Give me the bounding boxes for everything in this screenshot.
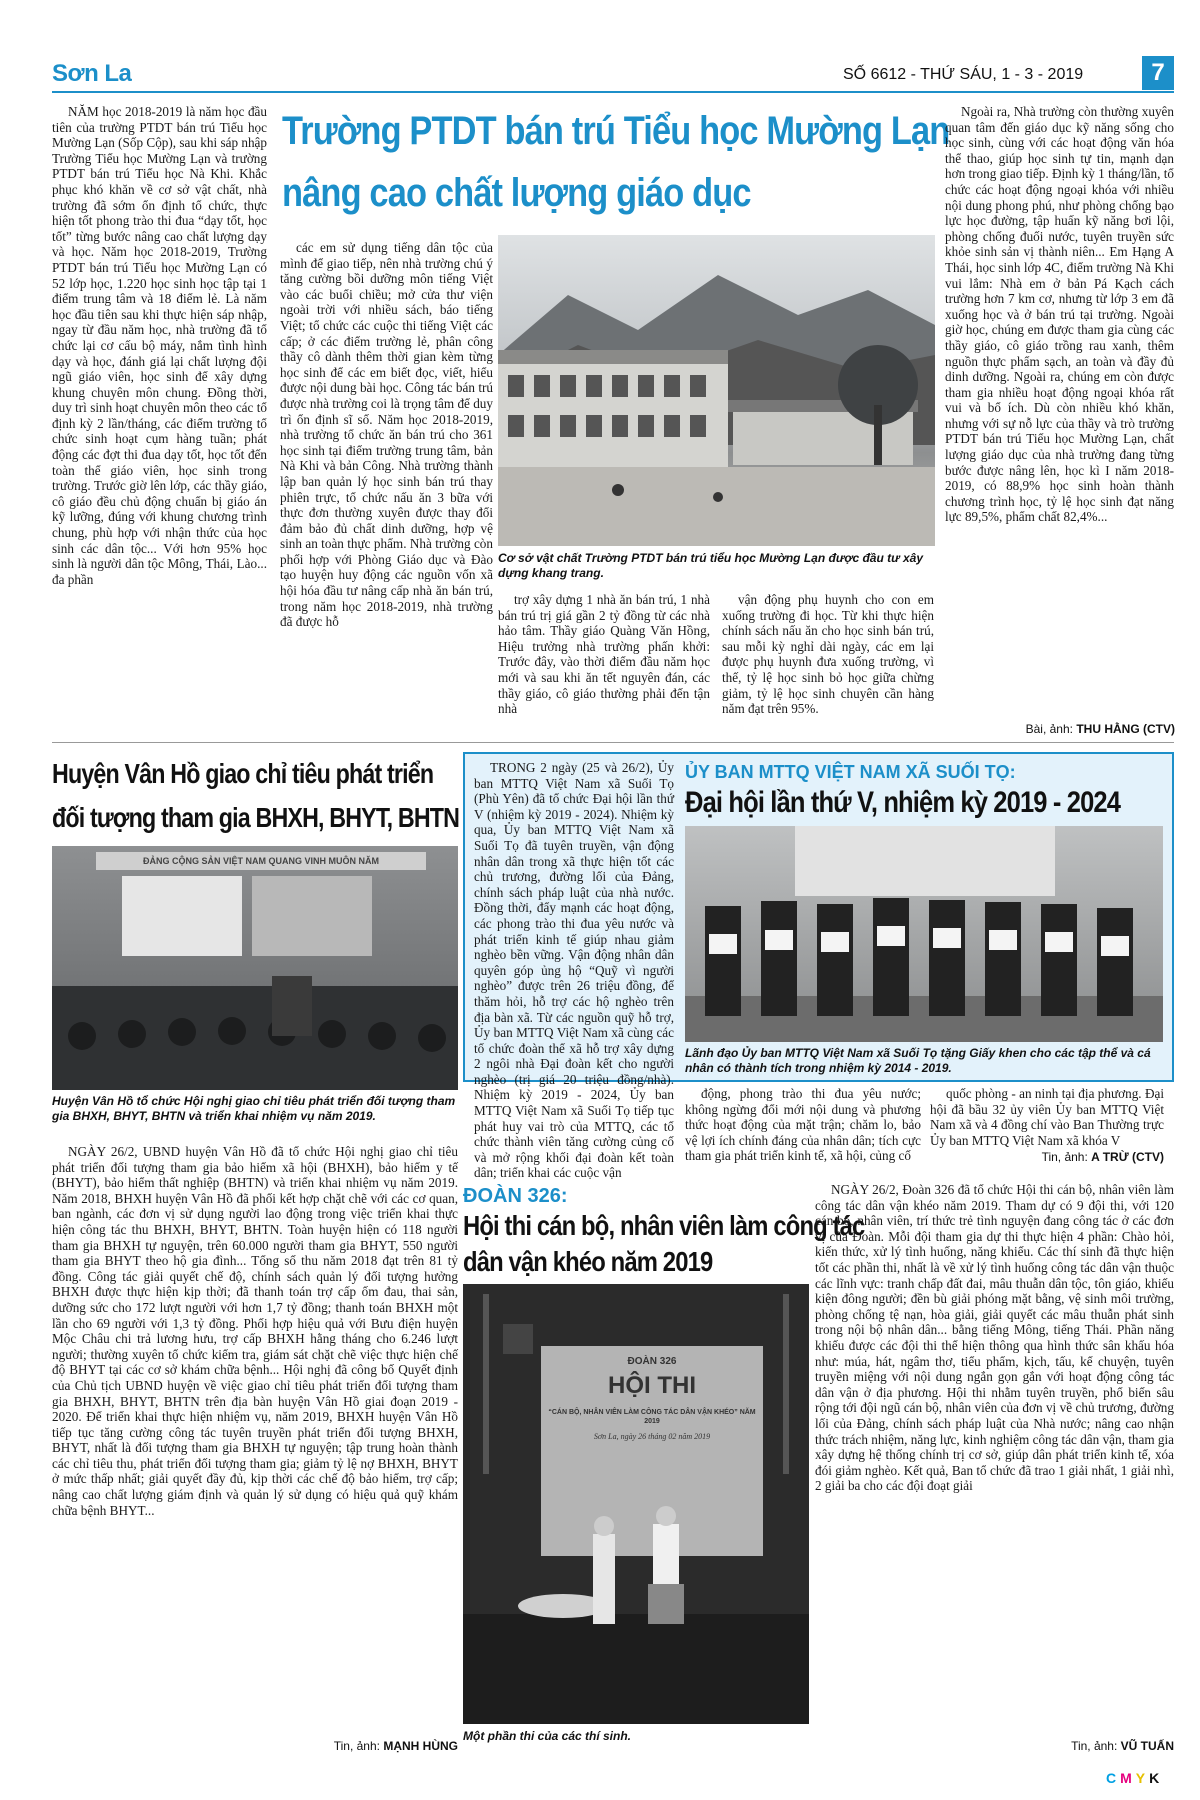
- conference-banner: ĐẢNG CỘNG SẢN VIỆT NAM QUANG VINH MUÔN NĂM: [96, 852, 426, 870]
- issue-info: SỐ 6612 - THỨ SÁU, 1 - 3 - 2019: [843, 66, 1084, 83]
- contest-banner-title: HỘI THI: [608, 1372, 696, 1399]
- article4-body: NGÀY 26/2, Đoàn 326 đã tổ chức Hội thi cán bộ, nhân viên làm công tác dân vận khéo năm 2019. Tham dự có 9 đội thi, với 120 cán bộ, nhân viên, trí thức trẻ tình nguyện đang công tác ở các đơn vị của Đoàn. Mỗi đội tham gia dự thi thực hiện 4 phần: Chào hỏi, kiến thức, xử lý tình huống, năng khiếu. Các thí sinh đã thực hiện tốt các phần thi, nhất là về xử lý tình huống công tác dân vận thuộc các lĩnh vực: tranh chấp đất đai, mâu thuẫn dân tộc, tôn giáo, khiếu kiện đông người; đền bù giải phóng mặt bằng, vệ sinh môi trường, phòng chống tệ nạn, hòa giải, giải quyết các mâu thuẫn phát sinh trong nội bộ nhân dân... bằng tiếng Mông, tiếng Thái. Phần năng khiếu được các đội thi thể hiện thông qua hình thức sân khấu hóa như: múa, hát, ngâm thơ, tiểu phẩm, kịch, tấu, kể chuyện, tuyên truyền miệng với nội dung ngắn gọn gắn với hoạt động công tác dân vận ở địa phương. Hội thi nhằm tuyên truyền, phổ biến sâu rộng tới đội ngũ cán bộ, nhân viên của đơn vị về chủ trương, đường lối của Đảng, chính sách pháp luật của Nhà nước; nâng cao nhận thức trách nhiệm, năng lực, kinh nghiệm công tác dân vận, tham gia xây dựng hệ thống chính trị cơ sở, giúp dân phát triển kinh tế, xóa đói giảm nghèo. Kết quả, Ban tổ chức đã trao 1 giải nhất, 1 giải nhì, 2 giải ba cho các đội đoạt giải: [815, 1182, 1174, 1494]
- header-rule: [52, 91, 1174, 93]
- cmyk-c: C: [1106, 1770, 1121, 1786]
- cmyk-y: Y: [1135, 1770, 1150, 1786]
- article3-credit: Tin, ảnh: A TRỪ (CTV): [1041, 1150, 1164, 1164]
- article3-col1: TRONG 2 ngày (25 và 26/2), Ủy ban MTTQ Việt Nam xã Suối Tọ (Phù Yên) đã tổ chức Đại hội lần thứ V (nhiệm kỳ 2019 - 2024). Nhiệm kỳ qua, Ủy ban MTTQ Việt Nam xã Suối Tọ đã tuyên truyền, vận động nhân dân trong xã thực hiện tốt các chủ trương, đường lối của Đảng, chính sách pháp luật của nhà nước. Đồng thời, đẩy mạnh các hoạt động, các phong trào thi đua yêu nước và phát triển kinh tế giúp nhau giảm nghèo bền vững. Vận động nhân dân quyên góp ủng hộ “Quỹ vì người nghèo” được trên 26 triệu đồng, để thăm hỏi, hỗ trợ các hộ nghèo trên địa bàn xã. Từ các nguồn quỹ hỗ trợ, Ủy ban MTTQ Việt Nam xã cùng các tổ chức đoàn thể xã hỗ trợ xây dựng 2 ngôi nhà Đại đoàn kết cho người nghèo (trị giá 20 triệu đồng/nhà). Nhiệm kỳ 2019 - 2024, Ủy ban MTTQ Việt Nam xã Suối Tọ tiếp tục phát huy vai trò của MTTQ, các tổ chức thành viên tăng cường củng cố và mở rộng khối đại đoàn kết toàn dân; triển khai các cuộc vận: [474, 760, 674, 1181]
- article1-caption: Cơ sở vật chất Trường PTDT bán trú tiểu học Mường Lạn được đầu tư xây dựng khang trang.: [498, 551, 924, 580]
- article2-title-line2: đối tượng tham gia BHXH, BHYT, BHTN: [52, 802, 460, 833]
- article2-caption: Huyện Vân Hồ tổ chức Hội nghị giao chỉ tiêu phát triển đối tượng tham gia BHXH, BHYT, BHTN và triển khai nhiệm vụ năm 2019.: [52, 1094, 456, 1123]
- school-photo: [498, 235, 935, 546]
- article1-title-line1: Trường PTDT bán trú Tiểu học Mường Lạn: [282, 109, 950, 153]
- article1-col4: vận động phụ huynh cho con em xuống trường đi học. Từ khi thực hiện chính sách nấu ăn cho học sinh bán trú, sau mỗi kỳ nghỉ dài ngày, các em lại được phụ huynh đưa xuống trường, vì thế, tỷ lệ học sinh bỏ học giữa chừng giảm, tỷ lệ học sinh chuyên cần hàng năm đạt trên 95%.: [722, 592, 934, 717]
- article3-col2: động, phong trào thi đua yêu nước; không ngừng đổi mới nội dung và phương thức hoạt động của mặt trận; chăm lo, bảo vệ lợi ích chính đáng của nhân dân; tích cực tham gia phát triển kinh tế, xã hội, củng cố: [685, 1086, 921, 1164]
- article2-headline: [52, 752, 460, 840]
- section-name: Sơn La: [52, 60, 132, 87]
- contest-banner-subtitle: “CÁN BỘ, NHÂN VIÊN LÀM CÔNG TÁC DÂN VẬN KHÉO” NĂM 2019: [548, 1409, 756, 1425]
- mid-rule: [52, 742, 1174, 743]
- article1-credit: Bài, ảnh: THU HẰNG (CTV): [1025, 722, 1175, 736]
- article4-title-line1: Hội thi cán bộ, nhân viên làm công tác: [463, 1210, 865, 1241]
- article3-caption: Lãnh đạo Ủy ban MTTQ Việt Nam xã Suối Tọ tặng Giấy khen cho các tập thể và cá nhân có thành tích trong nhiệm kỳ 2014 - 2019.: [685, 1046, 1151, 1075]
- article3-kicker: ỦY BAN MTTQ VIỆT NAM XÃ SUỐI TỌ:: [685, 762, 1016, 782]
- cmyk-marks: [1106, 1770, 1163, 1786]
- article1-col3: trợ xây dựng 1 nhà ăn bán trú, 1 nhà bán trú trị giá gần 2 tỷ đồng từ các nhà hảo tâm. Thầy giáo Quàng Văn Hồng, Hiệu trưởng nhà trường phấn khởi: Trước đây, vào thời điểm đầu năm học mới và sau khi ăn tết nguyên đán, các thầy giáo, cô giáo thường phải đến tận nhà: [498, 592, 710, 717]
- article1-headline: [282, 100, 950, 224]
- article3-title: Đại hội lần thứ V, nhiệm kỳ 2019 - 2024: [685, 786, 1121, 819]
- contest-banner-org: ĐOÀN 326: [627, 1356, 677, 1367]
- cmyk-k: K: [1149, 1770, 1164, 1786]
- contest-banner-date: Sơn La, ngày 26 tháng 02 năm 2019: [593, 1432, 711, 1441]
- article4-headline: [463, 1208, 865, 1280]
- article1-title-line2: nâng cao chất lượng giáo dục: [282, 171, 751, 215]
- article2-credit: Tin, ảnh: MẠNH HÙNG: [333, 1739, 458, 1753]
- article4-title-line2: dân vận khéo năm 2019: [463, 1246, 713, 1277]
- article4-caption: Một phần thi của các thí sinh.: [463, 1729, 632, 1743]
- article2-body: NGÀY 26/2, UBND huyện Vân Hồ đã tổ chức Hội nghị giao chỉ tiêu phát triển đối tượng tham gia bảo hiểm xã hội (BHXH), bảo hiểm y tế (BHYT), bảo hiểm thất nghiệp (BHTN) và triển khai nhiệm vụ năm 2019. Năm 2018, BHXH huyện Vân Hồ đã phối kết hợp chặt chẽ với các cơ quan, ban ngành, các đơn vị sử dụng người lao động trong việc triển khai thực hiện công tác thu BHXH, BHYT, BHTN. Toàn huyện hiện có 118 người tham gia BHXH tự nguyện, trên 60.000 người tham gia BHYT, 550 người tham gia BHYT theo hộ gia đình... Tổng số thu năm 2018 đạt trên 81 tỷ đồng. Công tác giải quyết chế độ, chính sách quản lý đối tượng hưởng BHXH được thực hiện kịp thời; đã thanh toán trợ cấp ốm đau, thai sản, dưỡng sức cho 172 lượt người với hơn 1,7 tỷ đồng; thanh toán BHXH một lần cho 69 người với 1,3 tỷ đồng. Phối hợp hiệu quả với Bưu điện huyện Mộc Châu chi trả lương hưu, trợ cấp BHXH hằng tháng cho 6.246 lượt người; thường xuyên tổ chức kiểm tra, giám sát chặt chẽ việc thực hiện chế độ BHYT tại các cơ sở khám chữa bệnh... Hội nghị đã công bố Quyết định của Chủ tịch UBND huyện về việc giao chỉ tiêu phát triển đối tượng tham gia BHXH, BHYT, BHTN trên địa bàn huyện Vân Hồ giai đoạn 2019 - 2020. Để triển khai thực hiện nhiệm vụ, năm 2019, BHXH huyện Vân Hồ tiếp tục tăng cường công tác tuyên truyền phát triển đối tượng BHXH, BHYT, nhất là đối tượng tham gia BHXH tự nguyện; tập trung hoàn thành các chỉ tiêu thu, phát triển đối tượng tham gia; giảm tỷ lệ nợ BHXH, BHYT ở mức thấp nhất; giải quyết đầy đủ, kịp thời các chế độ bảo hiểm, trợ cấp; nâng cao chất lượng giám định và quản lý sử dụng có hiệu quả quỹ khám chữa bệnh BHYT...: [52, 1144, 458, 1518]
- article4-credit: Tin, ảnh: VŨ TUẤN: [1071, 1739, 1174, 1753]
- contest-photo: [463, 1284, 809, 1724]
- article2-title-line1: Huyện Vân Hồ giao chỉ tiêu phát triển: [52, 758, 434, 789]
- article1-col1: NĂM học 2018-2019 là năm học đầu tiên của trường PTDT bán trú Tiểu học Mường Lạn (Sốp Cộp), sau khi sáp nhập Trường Tiểu học Mường Lạn và trường PTDT bán trú Tiểu học Nà Khi. Khắc phục khó khăn về cơ sở vật chất, nhà trường đã sớm ổn định tổ chức, thực hiện tốt phong trào thi đua “dạy tốt, học tốt” từng bước nâng cao chất lượng dạy và học. Năm học 2018-2019, Trường PTDT bán trú Tiểu học Mường Lạn có 52 lớp học, 1.220 học sinh học tập tại 1 điểm trung tâm và 18 điểm lẻ. Là năm học đầu tiên sau khi thực hiện sáp nhập, ngay từ đầu năm học, nhà trường đã tổ chức lại cơ cấu bộ máy, nắm tình hình dạy và học, đánh giá lại chất lượng đội ngũ giáo viên, học sinh để xây dựng khung chuyên môn chung. Đồng thời, duy trì sinh hoạt chuyên môn theo các tổ định kỳ 2 lần/tháng, các điểm trường tổ chức sinh hoạt cụm hàng tuần; phát động các đợt thi đua dạy tốt, học tốt đến toàn thể giáo viên, học sinh trong trường. Trước giờ lên lớp, các thầy giáo, cô giáo đều chủ động chuẩn bị giáo án kỹ lưỡng, đúng với khung chương trình chung, phù hợp với nhận thức của học sinh các dân tộc... Với hơn 95% học sinh là người dân tộc Mông, Thái, Lào... đa phần: [52, 104, 267, 587]
- awards-photo: [685, 826, 1163, 1042]
- article1-col2: các em sử dụng tiếng dân tộc của mình để giao tiếp, nên nhà trường chú ý tăng cường bồi dưỡng môn tiếng Việt vào các buổi chiều; mở cửa thư viện ngoài trời với nhiều sách, báo tiếng Việt; tổ chức các cuộc thi tiếng Việt các cấp; ở các điểm trường lẻ, phân công thầy cô dành thêm thời gian kèm từng học sinh để các em biết đọc, viết, hiểu được nội dung bài học. Công tác bán trú được nhà trường coi là trọng tâm để duy trì ổn định sĩ số. Năm học 2018-2019, nhà trường tổ chức ăn bán trú cho 361 học sinh tại điểm trường trung tâm, bản Nà Khi và bản Công. Nhà trường thành lập ban quản lý học sinh bán trú thay phiên trực, tổ chức nấu ăn 3 bữa với thực đơn thường xuyên được thay đổi đảm bảo đủ chất dinh dưỡng, hợp vệ sinh an toàn thực phẩm. Nhà trường còn phối hợp với Phòng Giáo dục và Đào tạo huyện huy động các nguồn vốn xã hội hóa đầu tư nâng cấp nhà ăn bán trú, trong năm học 2018-2019, nhà trường đã được hỗ: [280, 240, 493, 630]
- conference-photo: [52, 846, 458, 1090]
- article1-col5: Ngoài ra, Nhà trường còn thường xuyên quan tâm đến giáo dục kỹ năng sống cho học sinh, cùng với các hoạt động văn hóa thể thao, giúp học sinh tự tin, mạnh dạn hơn trong giao tiếp. Định kỳ 1 tháng/lần, tổ chức các hoạt động ngoại khóa với nhiều nội dung phong phú, như phòng chống bạo lực học đường, tập huấn kỹ năng bơi lội, phòng chống đuối nước, tuyên truyền sức khỏe sinh sản vị thành niên... Em Hạng A Thái, học sinh lớp 4C, điểm trường Nà Khi vui lắm: Nhà em ở bản Pá Kạch cách trường hơn 7 km cơ, nhưng từ lớp 3 em đã xuống học và ở bán trú tại trường. Ngoài giờ học, chúng em được tham gia cùng các thầy giáo, cô giáo trồng rau xanh, thêm nguồn thực phẩm sạch, an toàn và đầy đủ dinh dưỡng. Ngoài ra, chúng em còn được tham gia nhiều hoạt động ngoại khóa rất vui và bổ ích. Dù còn nhiều khó khăn, nhưng với sự nỗ lực của thầy và trò trường PTDT bán trú Tiểu học Mường Lạn, chất lượng giáo dục của nhà trường đang từng bước được nâng lên, học kì I năm 2018-2019, có 88,9% học sinh hoàn thành chương trình học, tỷ lệ học sinh đạt năng lực 89,5%, phẩm chất 82,4%...: [945, 104, 1174, 525]
- article3-col3: quốc phòng - an ninh tại địa phương. Đại hội đã bầu 32 ủy viên Ủy ban MTTQ Việt Nam xã và 4 đồng chí vào Ban Thường trực Ủy ban MTTQ Việt Nam xã khóa V: [930, 1086, 1164, 1148]
- page-number: 7: [1142, 56, 1174, 90]
- cmyk-m: M: [1120, 1770, 1136, 1786]
- article4-kicker: ĐOÀN 326:: [463, 1185, 568, 1207]
